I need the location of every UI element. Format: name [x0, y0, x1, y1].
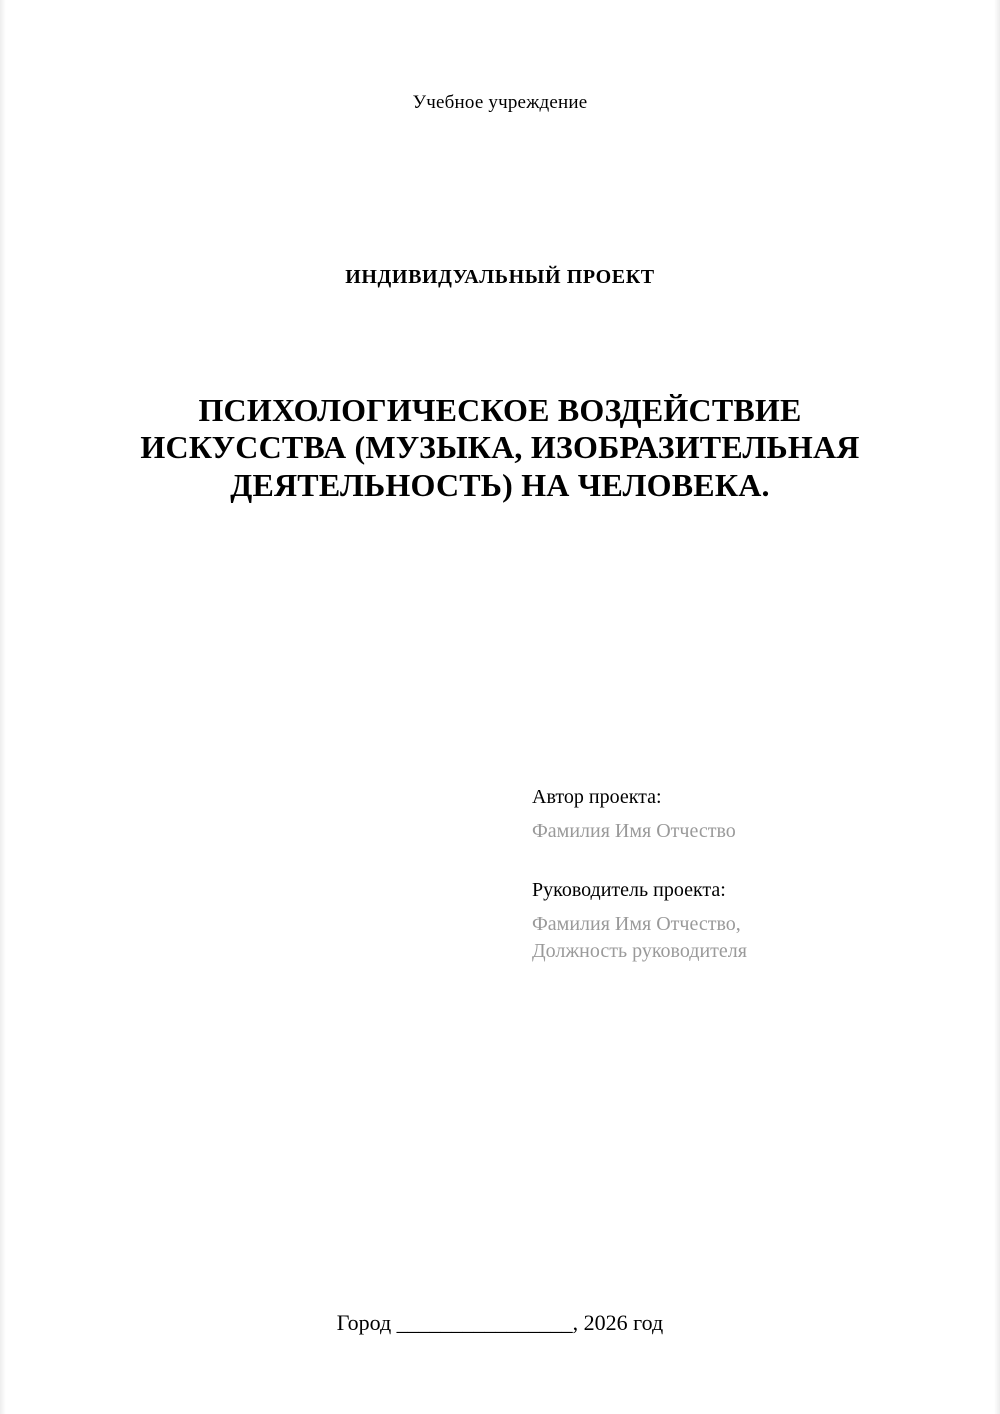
supervisor-value-line-1: Фамилия Имя Отчество,: [532, 913, 741, 935]
supervisor-value-line-2: Должность руководителя: [532, 940, 747, 962]
author-block: [532, 786, 932, 845]
institution-name: Учебное учреждение: [412, 92, 588, 113]
document-type: ИНДИВИДУАЛЬНЫЙ ПРОЕКТ: [345, 266, 655, 288]
supervisor-label: Руководитель проекта:: [532, 879, 726, 901]
credits-block: [532, 786, 932, 965]
author-label: Автор проекта:: [532, 786, 662, 808]
supervisor-block: [532, 879, 932, 965]
page-title: ПСИХОЛОГИЧЕСКОЕ ВОЗДЕЙСТВИЕ ИСКУССТВА (МУЗЫКА, ИЗОБРАЗИТЕЛЬНАЯ ДЕЯТЕЛЬНОСТЬ) НА ЧЕЛОВЕКА.: [140, 392, 860, 503]
author-value: Фамилия Имя Отчество: [532, 820, 736, 842]
page-footer: [0, 1310, 1000, 1336]
city-and-year: Город ________________, 2026 год: [336, 1310, 664, 1335]
